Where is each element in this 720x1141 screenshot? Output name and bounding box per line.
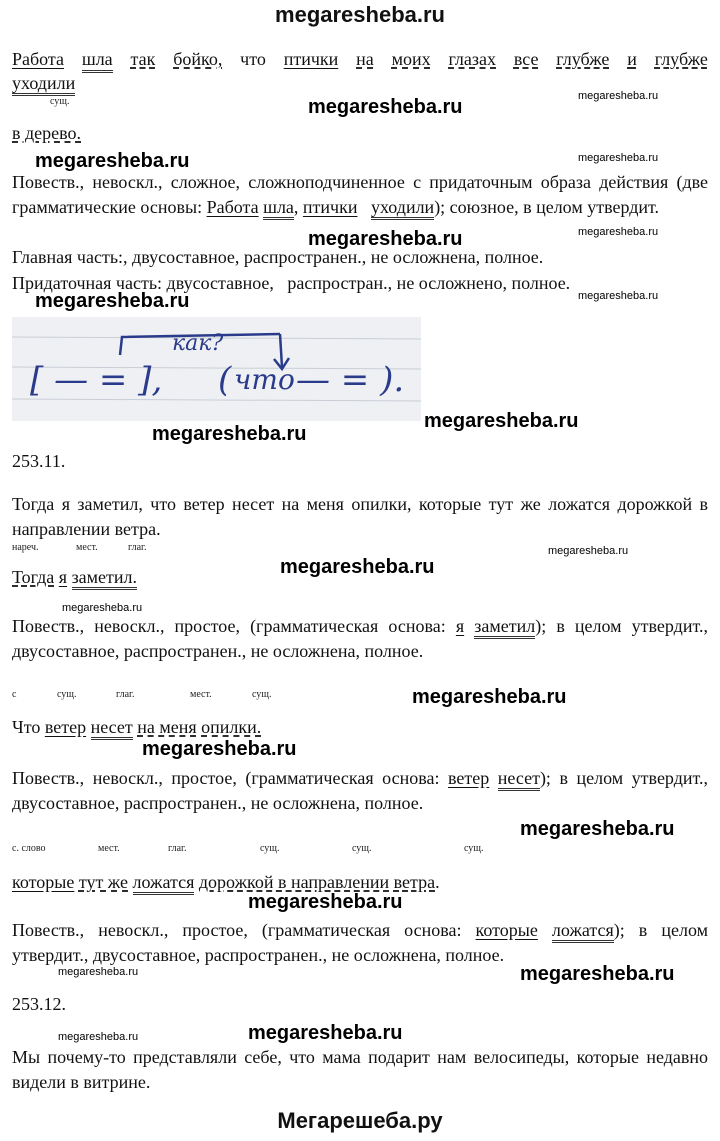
sentence-scheme [12,317,421,421]
subject: ветер [448,768,490,788]
watermark: megaresheba.ru [578,90,659,102]
sentence-line [12,72,75,94]
task-number: 253.12. [12,994,66,1014]
pos-label: нареч. [12,542,39,553]
scheme-sub-clause: — = ). [296,360,405,400]
word: ветра [393,872,436,892]
clause-line [12,566,137,588]
task-number: 253.11. [12,451,66,471]
watermark: megaresheba.ru [578,290,659,302]
watermark: megaresheba.ru [548,545,629,557]
pos-label: сущ. [260,843,280,854]
pos-label: мест. [190,689,212,700]
analysis-paragraph: Повеств., невоскл., простое, (грамматическая основа: которые ложатся); в целом утвердит., двусоставное, распространен., не осложнена, полное. [12,920,708,965]
word: на меня [137,717,197,737]
watermark: megaresheba.ru [412,686,567,708]
word: моих [391,49,431,69]
word: тут же [78,872,128,892]
subject: я [455,616,465,636]
scheme-main-clause: [ — = ], [30,360,163,400]
footer-title: Мегарешеба.ру [277,1108,443,1133]
pos-label: с [12,689,17,700]
scheme-question: как? [172,331,224,356]
pos-label: глаг. [116,689,135,700]
watermark: megaresheba.ru [35,150,190,172]
predicate: ложатся [552,920,614,943]
word: на [356,49,374,69]
watermark: megaresheba.ru [424,410,579,432]
pos-label: сущ. [252,689,272,700]
pos-label: мест. [98,843,120,854]
word-subject: ветер [44,717,87,737]
task-sentence: Мы почему-то представляли себе, что мама подарит нам велосипеды, которые недавно видели в витрине. [12,1047,708,1092]
watermark: megaresheba.ru [248,1022,403,1044]
word-predicate: несет [91,717,133,740]
word-predicate: шла [82,48,113,73]
subject: птички [302,197,358,217]
subject: Работа [206,197,259,217]
pos-label: сущ. [464,843,484,854]
clause-line: которые тут же ложатся дорожкой в направлении ветра. [12,871,440,893]
predicate: шла [263,197,294,220]
pos-label: сущ. [57,689,77,700]
word: так [130,49,156,69]
word-subject: Работа [12,49,64,69]
clause-line [12,716,261,738]
analysis-paragraph: Повеств., невоскл., сложное, сложноподчиненное с придаточным образа действия (две грамматические основы: Работа шла, птички уходили); союзное, в целом утвердит. [12,170,708,220]
sentence-line [12,122,81,144]
scheme-drawing [12,317,421,421]
pos-label: глаг. [168,843,187,854]
word: и [627,49,637,69]
word: Что [12,717,41,737]
watermark: megaresheba.ru [35,290,190,312]
pos-label: глаг. [128,542,147,553]
watermark: megaresheba.ru [142,738,297,760]
task-sentence: Тогда я заметил, что ветер несет на меня опилки, которые тут же ложатся дорожкой в направлении ветра. [12,494,708,539]
watermark: megaresheba.ru [58,966,139,978]
word: опилки. [201,717,262,737]
watermark: megaresheba.ru [578,152,659,164]
sub-clause-analysis: Придаточная часть: двусоставное, распростран., не осложнено, полное. [12,273,571,293]
word: Тогда [12,567,55,587]
watermark: megaresheba.ru [520,963,675,985]
page-title: megaresheba.ru [275,2,445,27]
watermark: megaresheba.ru [578,226,659,238]
analysis-paragraph: Повеств., невоскл., простое, (грамматическая основа: ветер несет); в целом утвердит., двусоставное, распространен., не осложнена, полное. [12,768,708,813]
word: дорожкой в направлении [198,872,390,892]
watermark: megaresheba.ru [58,1031,139,1043]
word-predicate: уходили [12,73,75,96]
word: в дерево. [12,123,82,143]
watermark: megaresheba.ru [62,602,143,614]
word: глубже [654,49,708,69]
pos-label: сущ. [50,96,70,107]
subject: которые [475,920,538,940]
predicate: несет [498,768,540,791]
word-subject: я [58,567,68,587]
word: что [240,49,266,69]
scheme-conjunction: что [234,363,295,396]
pos-label: сущ. [352,843,372,854]
pos-label: с. слово [12,843,46,854]
watermark: megaresheba.ru [520,818,675,840]
predicate: заметил [474,616,535,639]
main-clause-analysis: Главная часть:, двусоставное, распространен., не осложнена, полное. [12,247,544,267]
word: глубже [556,49,610,69]
watermark: megaresheba.ru [280,556,435,578]
pos-label: мест. [76,542,98,553]
predicate: уходили [371,197,434,220]
word-subject: которые [12,872,75,892]
word: бойко, [173,49,223,69]
watermark: megaresheba.ru [152,423,307,445]
word-predicate: ложатся [133,872,195,895]
word-predicate: заметил. [72,567,137,590]
watermark: megaresheba.ru [308,228,463,250]
word: глазах [448,49,496,69]
watermark: megaresheba.ru [248,891,403,913]
word-subject: птички [283,49,339,69]
sentence-line [12,48,708,73]
watermark: megaresheba.ru [308,96,463,118]
word: все [513,49,539,69]
scheme-bracket: ( [218,360,232,400]
analysis-paragraph: Повеств., невоскл., простое, (грамматическая основа: я заметил); в целом утвердит., двусоставное, распространен., не осложнена, полное. [12,616,708,661]
